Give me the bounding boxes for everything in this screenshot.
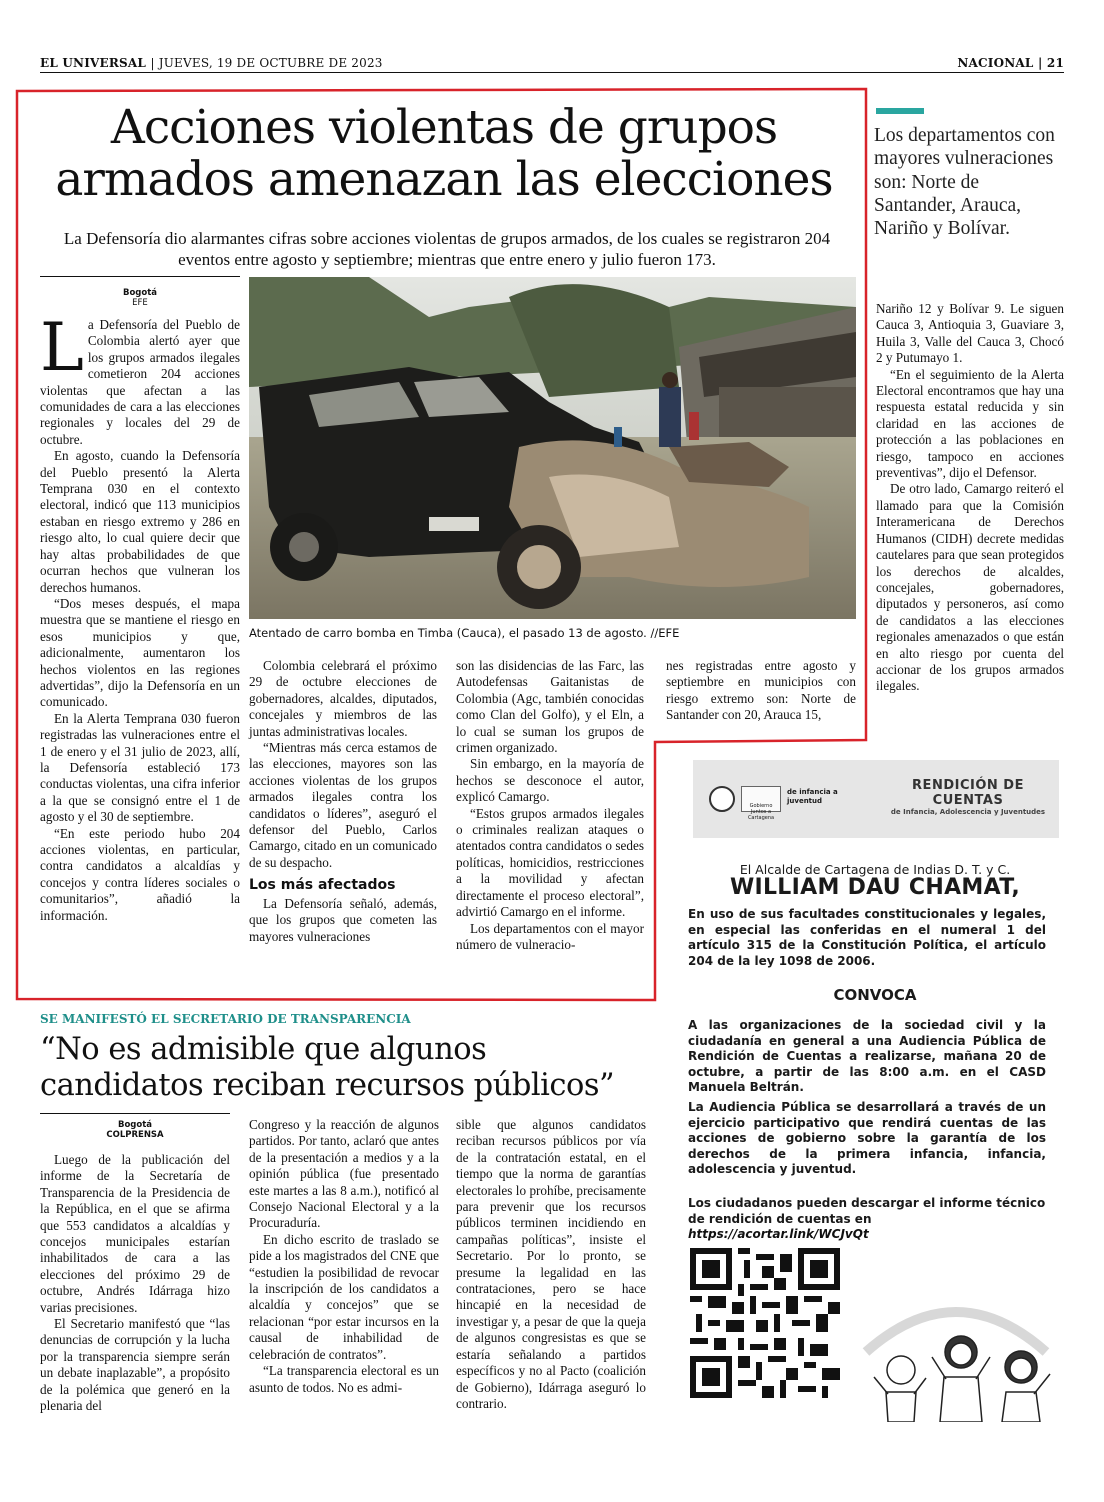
paragraph: Congreso y la reacción de algunos partidos. Por tanto, aclaró que antes de la presentación a medios y a la opinión pública (fue presentado este martes a las 8 a.m.), notificó al Consejo Nacional Electoral y a la Procuraduría. [249,1117,439,1231]
paragraph: “Dos meses después, el mapa muestra que se mantiene el riesgo en esos municipios y que, adicionalmente, aumentaron los hechos violentos en las regiones advertidas”, dijo la Defensoría en un comunicado. [40,595,240,710]
byline-rule-2 [40,1113,230,1114]
paragraph: El Secretario manifestó que “las denuncias de corrupción y la lucha por la transparencia siempre serán un debate inaplazable”, a propósito de la polémica que generó en la plenaria del [40,1316,230,1414]
lead-paragraph [40,309,240,448]
main-column-2 [249,658,437,945]
byline-agency: COLPRENSA [106,1130,164,1140]
gobierno-logo [741,786,781,821]
gobierno-logo-text: Gobierno Juntos a Cartagena [747,803,775,821]
second-column-3 [456,1117,646,1412]
paragraph: Sin embargo, en la mayoría de hechos se desconoce el autor, explicó Camargo. [456,756,644,805]
paragraph: Los departamentos con el mayor número de vulneracio- [456,920,644,952]
paragraph: La Defensoría señaló, además, que los grupos que cometen las mayores vulneraciones [249,895,437,944]
banner-title: RENDICIÓN DE CUENTAS [912,778,1024,808]
paragraph: Nariño 12 y Bolívar 9. Le siguen Cauca 3, Antioquia 3, Guaviare 3, Huila 3, Valle del Cauca 3, Chocó 2 y Putumayo 1. [876,301,1064,366]
convoca-heading: CONVOCA [833,986,917,1004]
main-column-5 [876,301,1064,695]
paragraph: En la Alerta Temprana 030 fueron registradas las vulneraciones entre el 1 de enero y el 31 julio de 2023, allí, la Defensoría estableció 173 conductas violentas, una cifra inferior a la que se consignó entre el 1 de agosto y el 30 de septiembre. [40,710,240,825]
byline-rule [40,276,240,277]
paragraph: son las disidencias de las Farc, las Autodefensas Gaitanistas de Colombia (Agc, también conocidas como Clan del Golfo), y el Eln, a lo cual se suman los grupos de crimen organizado. [456,658,644,756]
second-kicker: SE MANIFESTÓ EL SECRETARIO DE TRANSPARENCIA [40,1012,411,1026]
paragraph: nes registradas entre agosto y septiembre en municipios con riesgo extremo son: Norte de Santander con 20, Arauca 15, [666,658,856,723]
subhead: Los más afectados [249,877,396,894]
main-deck: La Defensoría dio alarmantes cifras sobre acciones violentas de grupos armados, de los cuales se registraron 204 eventos entre agosto y septiembre; mientras que entre enero y julio fueron 173. [63,229,831,269]
paragraph: En dicho escrito de traslado se pide a los magistrados del CNE que “estudien la posibilidad de revocar la inscripción de los candidatos a alcaldía y concejos” que se relacionan “por estar incursos en la causal de inhabilidad de celebración de contratos”. [249,1231,439,1362]
issue-date: JUEVES, 19 DE OCTUBRE DE 2023 [158,56,383,70]
report-link[interactable]: https://acortar.link/WCJvQt [688,1227,869,1241]
second-column-1 [40,1152,230,1415]
main-headline: Acciones violentas de grupos armados amenazan las elecciones [55,100,833,207]
masthead: EL UNIVERSAL | JUEVES, 19 DE OCTUBRE DE 2023 [40,56,383,70]
paragraph: “Estos grupos armados ilegales o criminales realizan ataques o atentados contra candidatos o sedes políticas, homicidios, restricciones a la movilidad y afectan directamente el proceso electoral”, advirtió Camargo en el informe. [456,805,644,920]
byline-agency: EFE [132,298,148,308]
section-name: NACIONAL [957,56,1034,70]
paragraph: “En este periodo hubo 204 acciones violentas, en particular, contra candidatos a alcaldías y concejos y contra líderes sociales o comunitarios”, añadió la información. [40,825,240,923]
byline-city: Bogotá [122,288,158,298]
qr-code-graphic [690,1248,840,1398]
byline-city: Bogotá [117,1120,153,1130]
paragraph: “La transparencia electoral es un asunto de todos. No es admi- [249,1363,439,1395]
paragraph: Luego de la publicación del informe de la Secretaría de Transparencia de la Presidencia de la República, en el que se afirma que 553 candidatos a alcaldías y concejos municipales estarían inhabilitados de cara a las elecciones del próximo 29 de octubre, Andrés Idárraga hizo varias precisiones. [40,1152,230,1315]
photo-caption: Atentado de carro bomba en Timba (Cauca), el pasado 13 de agosto. //EFE [249,626,680,640]
main-column-1 [40,309,240,924]
rendicion-cuentas-ad [666,752,1064,1424]
ad-paragraph-4 [688,1196,1046,1243]
ad-paragraph-1: En uso de sus facultades constitucionales y legales, en especial las conferidas en el numeral 1 del artículo 315 de la Constitución Política, el artículo 204 de la ley 1098 de 2006. [688,907,1046,968]
main-column-3 [456,658,644,953]
main-column-4 [666,658,856,724]
pullquote-accent [876,108,924,114]
paragraph: a Defensoría del Pueblo de Colombia alertó ayer que los grupos armados ilegales cometieron 204 acciones violentas que afectan a las comunidades de cara a las elecciones regionales y locales del 29 de octubre. [40,317,240,447]
paragraph: Colombia celebrará el próximo 29 de octubre elecciones de gobernadores, alcaldes, diputados, concejales y miembros de las juntas administrativas locales. [249,658,437,739]
page-number: 21 [1046,56,1064,70]
car-bomb-photo [249,277,856,619]
paragraph: De otro lado, Camargo reiteró el llamado para que la Comisión Interamericana de Derechos Humanos (CIDH) decrete medidas cautelares para que sean protegidos los derechos de alcaldes, concejales, gobernadores, diputados y personeros, así como de candidatos a las elecciones regionales amenazados o que están en alto riesgo por cuenta del accionar de los grupos armados ilegales. [876,481,1064,694]
second-headline: “No es admisible que algunos candidatos reciban recursos públicos” [40,1032,615,1103]
ad-intro: El Alcalde de Cartagena de Indias D. T. y C. [739,862,1011,877]
paragraph: “Mientras más cerca estamos de las elecciones, mayores son las acciones violentas de los grupos armados ilegales contra los candidatos o líderes”, aseguró el defensor del Pueblo, Carlos Camargo, citado en un comunicado de su despacho. [249,740,437,870]
banner-subtitle: de Infancia, Adolescencia y Juventudes [890,808,1046,816]
second-byline [40,1120,230,1140]
alcaldia-seal-icon [709,786,735,812]
paragraph: En agosto, cuando la Defensoría del Pueblo presentó la Alerta Temprana 030 en el contexto electoral, indicó que 113 municipios estaban en riesgo extremo y 286 en riesgo alto, lo cual quiere decir que hay altas probabilidades de que ocurran hechos que vulneran los derechos humanos. [40,448,240,595]
pullquote: Los departamentos con mayores vulneraciones son: Norte de Santander, Arauca, Nariño y Bolívar. [874,125,1055,240]
ad-paragraph-3: La Audiencia Pública se desarrollará a través de un ejercicio participativo que rendirá cuentas de las acciones de gobierno sobre la garantía de los derechos de la primera infancia, infancia, adolescencia y juventud. [688,1100,1046,1176]
newspaper-name: EL UNIVERSAL [40,56,147,70]
banner-title-block [883,778,1053,816]
main-byline [40,288,240,308]
paragraph: sible que algunos candidatos reciban recursos públicos por vía de la contratación estatal, en el tiempo que la norma de garantías electorales lo prohíbe, precisamente para prevenir que los recursos públicos terminen incidiendo en campañas políticas”, insiste el Secretario. Por lo pronto, se presume la legalidad en las contrataciones, pero se hace hincapié en la necesidad de investigar y, a pesar de que la queja de algunos congresistas es que se estaría señalando a partidos específicos y no al Pacto (coalición de Gobierno), Idárraga aseguró lo contrario. [456,1117,646,1411]
ad-paragraph-2: A las organizaciones de la sociedad civil y la ciudadanía en general a una Audiencia Pública de Rendición de Cuentas a realizarse, mañana 20 de octubre, a partir de las 8:00 a.m. en el CASD Manuela Beltrán. [688,1018,1046,1094]
section-label: NACIONAL | 21 [957,56,1064,70]
qr-code-icon[interactable] [690,1248,840,1398]
paragraph: “En el seguimiento de la Alerta Electoral encontramos que hay una respuesta estatal reducida y sin claridad en las acciones de protección a las poblaciones en riesgo, tampoco en acciones preventivas”, dijo el Defensor. [876,366,1064,481]
children-illustration [856,1282,1056,1422]
drop-cap: L [40,309,84,386]
mayor-name: WILLIAM DAU CHAMAT, [729,875,1021,900]
infancia-juventud-logo: de infancia a juventud [787,788,838,805]
download-text: Los ciudadanos pueden descargar el informe técnico de rendición de cuentas en [688,1196,1046,1226]
ad-banner [693,760,1059,838]
burned-truck-illustration [249,277,856,619]
second-column-2 [249,1117,439,1396]
